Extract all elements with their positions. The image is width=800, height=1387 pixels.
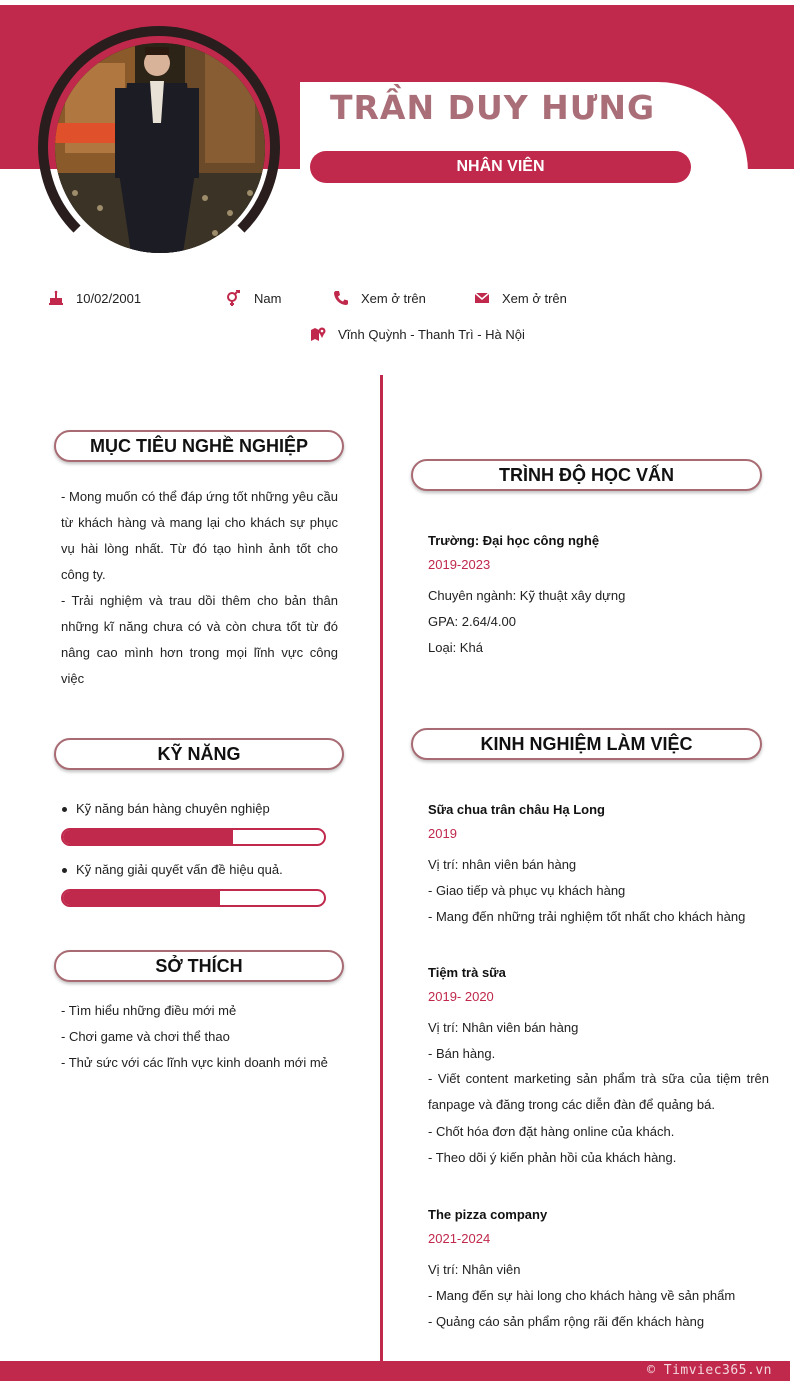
job-detail: - Giao tiếp và phục vụ khách hàng bbox=[428, 883, 626, 898]
bullet-icon bbox=[62, 807, 67, 812]
avatar-photo bbox=[55, 43, 265, 253]
gender-info bbox=[226, 290, 281, 306]
bullet-icon bbox=[62, 868, 67, 873]
skill-level-bar bbox=[61, 828, 326, 846]
hobby-item: - Thử sức với các lĩnh vực kinh doanh mới mẻ bbox=[61, 1055, 328, 1070]
job-years: 2021-2024 bbox=[428, 1231, 491, 1246]
education-detail: GPA: 2.64/4.00 bbox=[428, 614, 516, 629]
email-value: Xem ở trên bbox=[502, 290, 567, 306]
job-years: 2019 bbox=[428, 826, 457, 841]
job-detail: - Quảng cáo sản phẩm rộng rãi đến khách hàng bbox=[428, 1314, 705, 1329]
school-name: Trường: Đại học công nghệ bbox=[428, 533, 600, 548]
address-value: Vĩnh Quỳnh - Thanh Trì - Hà Nội bbox=[338, 326, 525, 342]
column-divider bbox=[380, 375, 383, 1361]
objective-paragraph: - Mong muốn có thể đáp ứng tốt những yêu cầu từ khách hàng và mang lại cho khách sự phục vụ hài lòng nhất. Từ đó tạo hình ảnh tốt cho công ty. bbox=[61, 489, 338, 582]
skill-item bbox=[62, 862, 283, 877]
job-detail: - Mang đến sự hài long cho khách hàng về sản phẩm bbox=[428, 1288, 736, 1303]
education-years: 2019-2023 bbox=[428, 557, 491, 572]
job-company: Sữa chua trân châu Hạ Long bbox=[428, 802, 605, 817]
education-detail: Chuyên ngành: Kỹ thuật xây dựng bbox=[428, 588, 626, 603]
skill-level-bar bbox=[61, 889, 326, 907]
education-heading: TRÌNH ĐỘ HỌC VẤN bbox=[411, 459, 762, 491]
education-detail: Loại: Khá bbox=[428, 640, 483, 655]
skills-heading: KỸ NĂNG bbox=[54, 738, 344, 770]
birthday-cake-icon bbox=[48, 290, 64, 306]
phone-value: Xem ở trên bbox=[361, 290, 426, 306]
position-badge: NHÂN VIÊN bbox=[310, 151, 691, 183]
address-info bbox=[310, 326, 525, 342]
skill-item bbox=[62, 801, 270, 816]
job-detail: Vị trí: Nhân viên bbox=[428, 1262, 521, 1277]
job-detail: - Mang đến những trải nghiệm tốt nhất cho khách hàng bbox=[428, 909, 746, 924]
phone-icon bbox=[333, 290, 349, 306]
skill-level-fill bbox=[63, 830, 233, 844]
phone-info bbox=[333, 290, 426, 306]
hobby-item: - Tìm hiểu những điều mới mẻ bbox=[61, 1003, 237, 1018]
job-company: Tiệm trà sữa bbox=[428, 965, 506, 980]
job-detail: Vị trí: nhân viên bán hàng bbox=[428, 857, 577, 872]
email-info bbox=[474, 290, 567, 306]
hobby-item: - Chơi game và chơi thể thao bbox=[61, 1029, 230, 1044]
gender-icon bbox=[226, 290, 242, 306]
avatar bbox=[55, 43, 265, 253]
job-detail: - Viết content marketing sản phẩm trà sữa của tiệm trên fanpage và đăng trong các diễn đàn để quảng bá. bbox=[428, 1071, 769, 1112]
gender-value: Nam bbox=[254, 290, 282, 306]
objective-heading: MỤC TIÊU NGHỀ NGHIỆP bbox=[54, 430, 344, 462]
skill-label: Kỹ năng giải quyết vấn đề hiệu quả. bbox=[76, 862, 283, 877]
email-icon bbox=[474, 290, 490, 306]
job-years: 2019- 2020 bbox=[428, 989, 494, 1004]
candidate-name: TRẦN DUY HƯNG bbox=[330, 88, 656, 127]
experience-heading: KINH NGHIỆM LÀM VIỆC bbox=[411, 728, 762, 760]
job-detail: - Chốt hóa đơn đặt hàng online của khách. bbox=[428, 1124, 675, 1139]
map-pin-icon bbox=[310, 326, 326, 342]
footer-watermark: © Timviec365.vn bbox=[647, 1363, 772, 1378]
skill-label: Kỹ năng bán hàng chuyên nghiệp bbox=[76, 801, 270, 816]
job-detail: - Bán hàng. bbox=[428, 1046, 496, 1061]
birthday-value: 10/02/2001 bbox=[76, 290, 142, 306]
hobbies-heading: SỞ THÍCH bbox=[54, 950, 344, 982]
job-detail: Vị trí: Nhân viên bán hàng bbox=[428, 1020, 579, 1035]
objective-text bbox=[61, 484, 338, 692]
birthday-info bbox=[48, 290, 141, 306]
job-company: The pizza company bbox=[428, 1207, 548, 1222]
skill-level-fill bbox=[63, 891, 220, 905]
job-detail: - Theo dõi ý kiến phản hồi của khách hàng. bbox=[428, 1150, 677, 1165]
footer-band bbox=[0, 1361, 790, 1381]
objective-paragraph: - Trải nghiệm và trau dồi thêm cho bản thân những kĩ năng chưa có và còn chưa tốt từ đó nâng cao mình hơn trong mọi lĩnh vực công việc bbox=[61, 593, 338, 686]
